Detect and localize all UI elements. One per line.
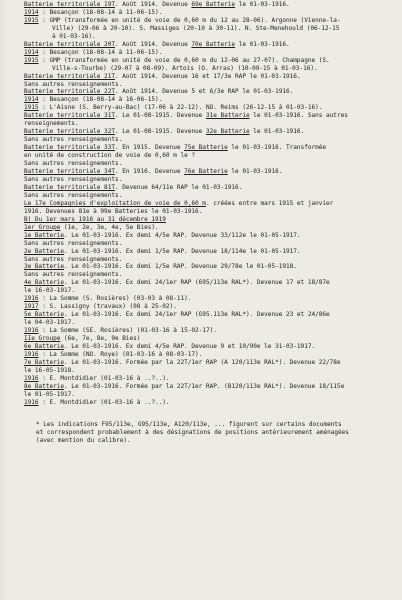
text-line (24, 176, 394, 184)
text-segment: . Le 01-03-1916. Ex demi 24/1er RAP (G95.113e RAL*). Devenue 23 et 24/86e (64, 311, 330, 319)
text-segment: 1916. Devenues 81e à 99e Batteries le 01-03-1916. (24, 207, 203, 215)
underlined-heading: Batterie territoriale 31T (24, 112, 115, 120)
text-line (24, 327, 394, 335)
text-segment: : S. Lassigny (travaux) (08 à 25-02). (38, 303, 177, 311)
text-line (24, 136, 394, 144)
text-segment: : La Somme (S. Rosières) (03-03 à 08-11). (38, 295, 192, 303)
text-line (24, 208, 394, 216)
text-line (24, 375, 394, 383)
text-segment: Sans autres renseignements. (24, 271, 123, 279)
footnote-line: * Les indications F95/113e, G95/113e, A120/113e, ... figurent sur certains documents (36, 420, 342, 428)
footnote (24, 421, 394, 445)
text-segment: renseignements. (24, 120, 79, 128)
underlined-heading: 1916 (24, 295, 39, 303)
text-segment: Ville) (29-06 à 20-10). S. Massiges (20-10 à 30-11). N. Ste-Menehould (06-12-15 (52, 24, 340, 32)
text-line (24, 383, 394, 391)
document-body (24, 1, 394, 444)
underlined-heading: 7e Batterie (24, 358, 65, 366)
text-line (24, 232, 394, 240)
text-segment: . Le 01-03-1916. Formée par la 22T/1er RAP. (B120/113e RAL*). Devenue 18/115e (64, 382, 345, 390)
footnote-line: (avec mention du calibre). (36, 436, 131, 444)
text-line (24, 224, 394, 232)
text-line (24, 65, 394, 73)
underlined-heading: 32e Batterie (205, 128, 250, 136)
text-segment: . Le 01-03-1916. Ex demi 1/5e RAP. Devenue 18/114e le 01-05-1917. (64, 247, 301, 255)
text-segment: : GMP (transformée en unité de voie de 0,60 m du 12-06 au 27-07). Champagne (S. (38, 56, 330, 64)
text-segment: le 04-03-1917. (24, 319, 75, 327)
text-line (24, 248, 394, 256)
text-segment: Sans autres renseignements. (24, 255, 123, 263)
text-segment: . Le 01-08-1915. Devenue (114, 112, 206, 120)
underlined-heading: Batterie territoriale 34T (24, 168, 115, 176)
text-segment: . Août 1914. Devenue (114, 40, 192, 48)
text-line (24, 279, 394, 287)
underlined-heading: Le 17e Compagnies d'exploitation de voie de 0,60 m (24, 199, 206, 207)
text-segment: . Août 1914. Devenue 16 et 17/3e RAP le 01-03-1916. (114, 72, 301, 80)
underlined-heading: 31e Batterie (205, 112, 250, 120)
text-segment: à 01-03-16). (52, 32, 96, 40)
text-line (24, 256, 394, 264)
text-segment: . Le 01-03-1916. Ex demi 4/5e RAP. Devenue 9 et 10/90e le 31-03-1917. (64, 342, 316, 350)
text-line (24, 192, 394, 200)
text-segment: : E. Montdidier (01-03-16 à ..?..). (38, 374, 170, 382)
underlined-heading: 5e Batterie (24, 311, 65, 319)
underlined-heading: Batterie territoriale 20T (24, 40, 115, 48)
text-line (24, 216, 394, 224)
underlined-heading: Batterie territoriale 33T (24, 144, 115, 152)
text-line (24, 104, 394, 112)
text-line (24, 81, 394, 89)
text-line (24, 128, 394, 136)
underlined-heading: 1e Batterie (24, 231, 65, 239)
underlined-heading: 1916 (24, 374, 39, 382)
underlined-heading: Batterie territoriale 81T (24, 183, 115, 191)
text-line (24, 359, 394, 367)
text-line (24, 367, 394, 375)
underlined-heading: Batterie territoriale 32T (24, 128, 115, 136)
text-segment: le 16-03-1917. (24, 287, 75, 295)
text-segment: (6e, 7e, 8e, 9e Bies) (60, 335, 141, 343)
text-line (24, 343, 394, 351)
text-line (24, 335, 394, 343)
text-line (24, 263, 394, 271)
underlined-heading: 1917 (24, 303, 39, 311)
underlined-heading: 1914 (24, 8, 39, 16)
text-line (24, 41, 394, 49)
text-segment: . Le 01-03-1916. Formée par la 22T/1er RAP (A 120/113e RAL*). Devenue 22/78e (64, 358, 341, 366)
text-segment: (1e, 2e, 3e, 4e, 5e Bies). (60, 223, 159, 231)
text-segment: Sans autres renseignements. (24, 239, 123, 247)
underlined-heading: 70e Batterie (191, 40, 236, 48)
underlined-heading: 1916 (24, 350, 39, 358)
underlined-heading: 1915 (24, 16, 39, 24)
underlined-heading: 1914 (24, 96, 39, 104)
text-segment: . Août 1914. Devenue 5 et 6/3e RAP le 01-03-1916. (114, 88, 294, 96)
text-line (24, 391, 394, 399)
text-segment: le 01-03-1916. (235, 40, 290, 48)
text-segment: . Le 01-03-1916. Ex demi 24/1er RAP (695/113e RAL*). Devenue 17 et 18/87e (64, 279, 330, 287)
text-line (24, 303, 394, 311)
text-segment: . En 1915. Devenue (114, 144, 185, 152)
text-line (24, 57, 394, 65)
text-segment: Sans autres renseignements. (24, 175, 123, 183)
underlined-heading: 1914 (24, 48, 39, 56)
text-line (24, 73, 394, 81)
text-line (24, 25, 394, 33)
text-segment: . Le 01-08-1915. Devenue (114, 128, 206, 136)
text-segment: le 01-03-1916. (235, 1, 290, 8)
underlined-heading: 6e Batterie (24, 342, 65, 350)
underlined-heading: 76e Batterie (184, 168, 228, 176)
text-line (24, 49, 394, 57)
underlined-heading: 3e Batterie (24, 263, 65, 271)
text-segment: Sans autres renseignements. (24, 136, 123, 144)
underlined-heading: 1916 (24, 327, 39, 335)
text-segment: Sans autres renseignements. (24, 191, 123, 199)
text-segment: le 01-03-1916. Transformée (227, 144, 327, 152)
underlined-heading: Batterie territoriale 19T (24, 1, 115, 8)
text-segment: Sans autres renseignements. (24, 160, 123, 168)
text-line (24, 1, 394, 9)
text-segment: : Besançon (18-08-14 à 16-06-15). (38, 96, 163, 104)
underlined-heading: 75e Batterie (184, 144, 228, 152)
text-line (24, 17, 394, 25)
text-segment: le 01-03-1916. (249, 128, 305, 136)
text-segment: . Août 1914. Devenue (114, 1, 192, 8)
text-line (24, 295, 394, 303)
text-line (24, 9, 394, 17)
text-line (24, 319, 394, 327)
underlined-heading: 4e Batterie (24, 279, 65, 287)
text-segment: le 01-05-1917. (24, 390, 75, 398)
underlined-heading: B) Du 1er mars 1916 au 31 décembre 1919 (24, 215, 166, 223)
text-line (24, 240, 394, 248)
text-segment: . Le 01-03-1916. Ex demi 4/5e RAP. Devenue 33/112e le 01-05-1917. (64, 231, 301, 239)
underlined-heading: IIe Groupe (24, 335, 61, 343)
text-segment: : L'Aisne (S. Berry-au-Bac) (17-06 à 22-12). NO. Reims (26-12-15 à 01-03-16). (38, 104, 323, 112)
text-segment: en unité de construction de voie de 0,60 m le ? (24, 152, 196, 160)
text-segment: . Le 01-03-1916. Ex demi 1/5e RAP. Devenue 29/78e le 01-05-1918. (64, 263, 297, 271)
text-segment: : Besançon (18-08-14 à 11-06-15). (38, 48, 163, 56)
text-line (24, 168, 394, 176)
text-segment: : La Somme (SE. Rosières) (01-03-16 à 15-02-17). (38, 327, 217, 335)
text-segment: : E. Montdidier (01-03-16 à ..?..). (38, 398, 170, 406)
text-segment: le 16-05-1918. (24, 366, 75, 374)
text-line (24, 200, 394, 208)
text-segment: Ville-s-Tourbe) (29-07 à 08-09). Artois (O. Arras) (10-09-15 à 01-03-16). (52, 64, 318, 72)
text-line (24, 96, 394, 104)
text-segment: . créées entre mars 1915 et janvier (205, 199, 334, 207)
text-line (24, 88, 394, 96)
text-line (24, 144, 394, 152)
underlined-heading: 1915 (24, 56, 39, 64)
underlined-heading: 2e Batterie (24, 247, 65, 255)
text-line (24, 160, 394, 168)
text-line (24, 33, 394, 41)
text-line (24, 399, 394, 407)
text-line (24, 120, 394, 128)
text-segment: : GMP (transformée en unité de voie de 0,60 m du 12 au 28-06). Argonne (Vienne-la- (38, 16, 341, 24)
text-line (24, 351, 394, 359)
footnote-line: et correspondent probablement à des désignations de positions antérieurement aménagées (36, 428, 349, 436)
text-line (24, 311, 394, 319)
underlined-heading: 8e Batterie (24, 382, 65, 390)
text-line (24, 184, 394, 192)
text-segment: le 01-03-1916. Sans autres (249, 112, 348, 120)
underlined-heading: Batterie territoriale 22T (24, 88, 115, 96)
text-segment: : La Somme (NO. Roye) (01-03-16 à 08-03-17). (38, 350, 203, 358)
text-segment: . Devenue 64/11e RAP le 01-03-1916. (114, 183, 243, 191)
text-segment: : Besançon (18-08-14 à 11-06-15). (38, 8, 163, 16)
text-segment: le 01-03-1916. (227, 168, 283, 176)
text-segment: . En 1916. Devenue (114, 168, 185, 176)
text-segment: Sans autres renseignements. (24, 80, 123, 88)
underlined-heading: 1915 (24, 104, 39, 112)
text-line (24, 271, 394, 279)
text-line (24, 112, 394, 120)
text-line (24, 152, 394, 160)
underlined-heading: 69e Batterie (191, 1, 236, 8)
underlined-heading: 1er Groupe (24, 223, 61, 231)
text-line (24, 287, 394, 295)
underlined-heading: Batterie territoriale 21T (24, 72, 115, 80)
underlined-heading: 1916 (24, 398, 39, 406)
